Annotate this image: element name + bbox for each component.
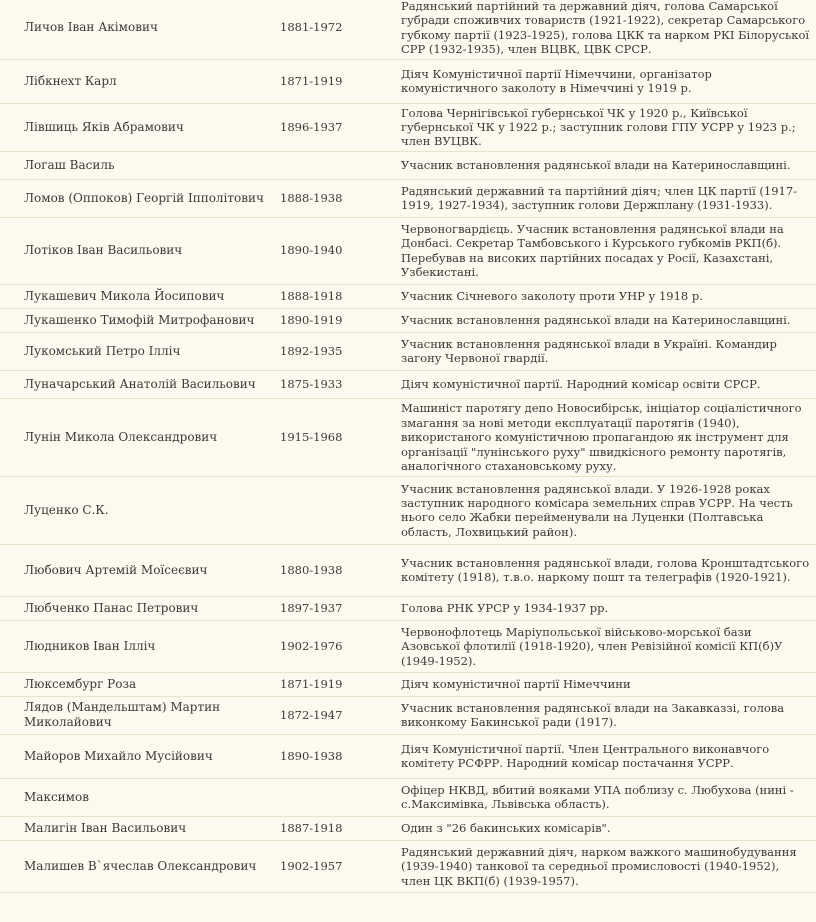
person-description: Діяч Комуністичної партії. Член Центрального виконавчого комітету РСФРР. Народний комісар постачання УСРР. — [401, 734, 816, 778]
table-row — [0, 778, 816, 816]
table-row — [0, 59, 816, 103]
table-row — [0, 332, 816, 370]
life-years: 1915-1968 — [280, 398, 401, 476]
person-description: Радянський партійний та державний діяч, голова Самарської губради споживчих товариств (1921-1922), секретар Самарського губкому партії (1923-1925), голова ЦКК та нарком РКІ Білоруської СРР (1932-1935), член ВЦВК, ЦВК СРСР. — [401, 0, 816, 59]
table-row — [0, 696, 816, 734]
life-years: 1902-1976 — [280, 620, 401, 672]
table-row — [0, 370, 816, 398]
table-row — [0, 620, 816, 672]
table-row — [0, 398, 816, 476]
table-row — [0, 544, 816, 596]
person-description: Учасник Січневого заколоту проти УНР у 1918 р. — [401, 284, 816, 308]
person-name: Лібкнехт Карл — [0, 59, 280, 103]
life-years: 1871-1919 — [280, 672, 401, 696]
table-row — [0, 672, 816, 696]
person-name: Лядов (Мандельштам) Мартин Миколайович — [0, 696, 280, 734]
life-years: 1875-1933 — [280, 370, 401, 398]
person-description: Голова РНК УРСР у 1934-1937 рр. — [401, 596, 816, 620]
person-name: Любович Артемій Моїсеєвич — [0, 544, 280, 596]
table-row — [0, 840, 816, 892]
person-name: Любченко Панас Петрович — [0, 596, 280, 620]
person-description: Радянський державний та партійний діяч; член ЦК партії (1917-1919, 1927-1934), заступник голови Держплану (1931-1933). — [401, 179, 816, 217]
table-row — [0, 0, 816, 59]
life-years: 1871-1919 — [280, 59, 401, 103]
table-row — [0, 284, 816, 308]
life-years: 1890-1919 — [280, 308, 401, 332]
person-name: Ломов (Оппоков) Георгій Іпполітович — [0, 179, 280, 217]
person-description: Голова Чернігівської губернської ЧК у 1920 р., Київської губернської ЧК у 1922 р.; заступник голови ГПУ УСРР у 1923 р.; член ВУЦВК. — [401, 103, 816, 151]
person-description: Офіцер НКВД, вбитий вояками УПА поблизу с. Любухова (нині - с.Максимівка, Львівська область). — [401, 778, 816, 816]
person-name: Лунін Микола Олександрович — [0, 398, 280, 476]
life-years: 1890-1938 — [280, 734, 401, 778]
life-years: 1872-1947 — [280, 696, 401, 734]
table-row — [0, 217, 816, 284]
life-years — [280, 778, 401, 816]
life-years: 1892-1935 — [280, 332, 401, 370]
table-row — [0, 179, 816, 217]
table-row — [0, 476, 816, 544]
person-description: Радянський державний діяч, нарком важкого машинобудування (1939-1940) танкової та середньої промисловості (1940-1952), член ЦК ВКП(б) (1939-1957). — [401, 840, 816, 892]
person-description: Машиніст паротягу депо Новосибірськ, ініціатор соціалістичного змагання за нові методи експлуатації паротягів (1940), використаного комуністичною пропагандою як інструмент для організації "лунінського руху" швидкісного ремонту паротягів, аналогічного стахановському руху. — [401, 398, 816, 476]
life-years: 1897-1937 — [280, 596, 401, 620]
person-description: Червонофлотець Маріупольської військово-морської бази Азовської флотилії (1918-1920), член Ревізійної комісії КП(б)У (1949-1952). — [401, 620, 816, 672]
person-description: Діяч комуністичної партії. Народний комісар освіти СРСР. — [401, 370, 816, 398]
life-years: 1881-1972 — [280, 0, 401, 59]
person-description: Діяч комуністичної партії Німеччини — [401, 672, 816, 696]
person-description: Один з "26 бакинських комісарів". — [401, 816, 816, 840]
life-years: 1888-1918 — [280, 284, 401, 308]
person-description: Діяч Комуністичної партії Німеччини, організатор комуністичного заколоту в Німеччині у 1919 р. — [401, 59, 816, 103]
life-years: 1896-1937 — [280, 103, 401, 151]
table-row — [0, 734, 816, 778]
person-name: Малигін Іван Васильович — [0, 816, 280, 840]
person-name: Луценко С.К. — [0, 476, 280, 544]
person-name: Логаш Василь — [0, 151, 280, 179]
person-name: Лівшиць Яків Абрамович — [0, 103, 280, 151]
person-description: Учасник встановлення радянської влади. У 1926-1928 роках заступник народного комісара земельних справ УСРР. На честь нього село Жабки перейменували на Луценки (Полтавська область, Лохвицький район). — [401, 476, 816, 544]
person-name: Лукомський Петро Ілліч — [0, 332, 280, 370]
person-name: Лукашевич Микола Йосипович — [0, 284, 280, 308]
table-row — [0, 151, 816, 179]
table-row — [0, 816, 816, 840]
person-name: Малишев В`ячеслав Олександрович — [0, 840, 280, 892]
table-row — [0, 103, 816, 151]
life-years: 1888-1938 — [280, 179, 401, 217]
person-description: Учасник встановлення радянської влади, голова Кронштадтського комітету (1918), т.в.о. наркому пошт та телеграфів (1920-1921). — [401, 544, 816, 596]
life-years: 1902-1957 — [280, 840, 401, 892]
person-description: Учасник встановлення радянської влади на Катеринославщині. — [401, 308, 816, 332]
person-name: Максимов — [0, 778, 280, 816]
person-description: Учасник встановлення радянської влади на Катеринославщині. — [401, 151, 816, 179]
person-name: Людников Іван Ілліч — [0, 620, 280, 672]
person-name: Личов Іван Акімович — [0, 0, 280, 59]
person-name: Майоров Михайло Мусійович — [0, 734, 280, 778]
life-years: 1890-1940 — [280, 217, 401, 284]
life-years — [280, 151, 401, 179]
table-row — [0, 308, 816, 332]
person-name: Люксембург Роза — [0, 672, 280, 696]
person-description: Учасник встановлення радянської влади на Закавказзі, голова виконкому Бакинської ради (1917). — [401, 696, 816, 734]
person-description: Червоногвардієць. Учасник встановлення радянської влади на Донбасі. Секретар Тамбовського і Курського губкомів РКП(б). Перебував на високих партійних посадах у Росії, Казахстані, Узбекистані. — [401, 217, 816, 284]
person-name: Лукашенко Тимофій Митрофанович — [0, 308, 280, 332]
life-years: 1880-1938 — [280, 544, 401, 596]
table-row — [0, 596, 816, 620]
person-name: Лотіков Іван Васильович — [0, 217, 280, 284]
person-name: Луначарський Анатолій Васильович — [0, 370, 280, 398]
life-years: 1887-1918 — [280, 816, 401, 840]
life-years — [280, 476, 401, 544]
person-description: Учасник встановлення радянської влади в Україні. Командир загону Червоної гвардії. — [401, 332, 816, 370]
